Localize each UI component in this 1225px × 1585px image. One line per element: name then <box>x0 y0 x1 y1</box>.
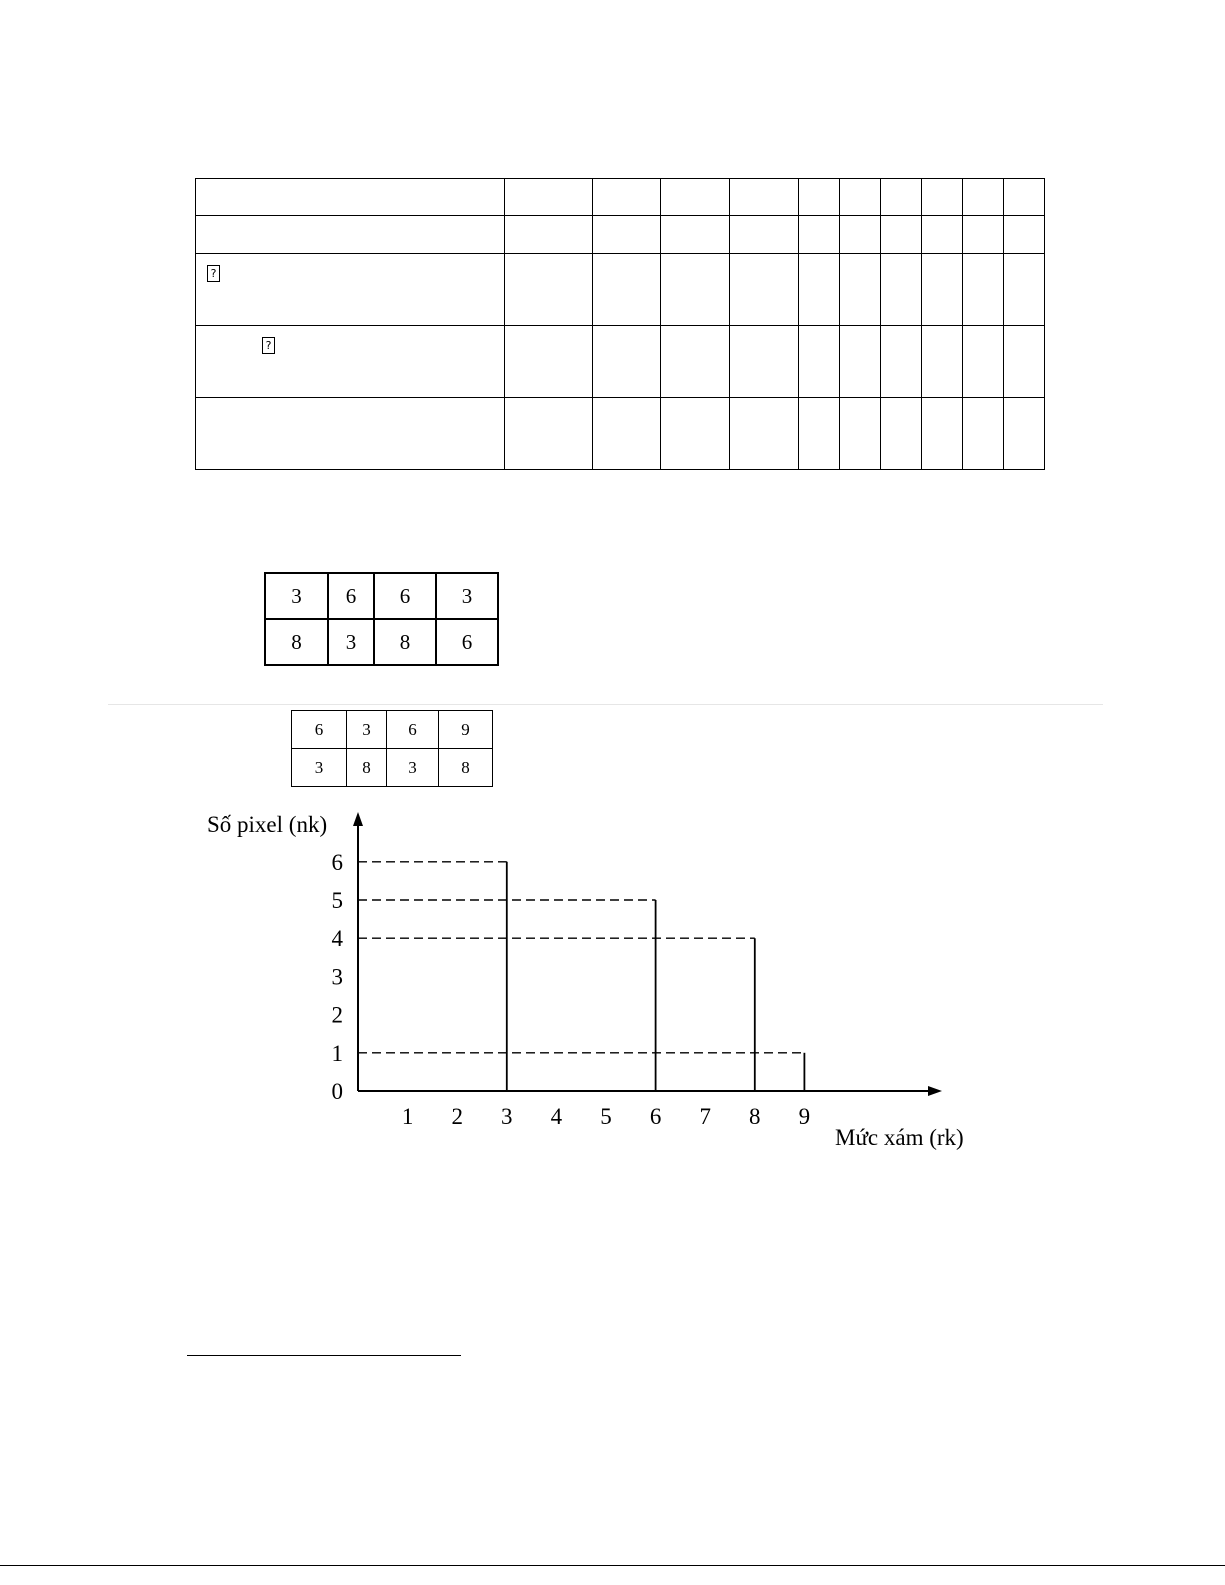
missing-glyph-icon: ? <box>207 265 220 282</box>
y-tick-label: 6 <box>331 849 343 875</box>
matrix-cell: 8 <box>265 619 328 665</box>
x-tick-label: 4 <box>550 1104 563 1129</box>
y-tick-label: 5 <box>331 888 343 913</box>
matrix-cell: 6 <box>387 711 439 749</box>
matrix-cell: 3 <box>436 573 498 619</box>
matrix-cell: 3 <box>265 573 328 619</box>
missing-glyph-icon: ? <box>262 337 275 354</box>
y-axis-arrow-icon <box>353 812 363 826</box>
y-tick-label: 0 <box>331 1079 343 1104</box>
matrix-cell: 9 <box>439 711 493 749</box>
x-axis-arrow-icon <box>928 1086 942 1096</box>
x-tick-label: 1 <box>401 1104 414 1129</box>
y-tick-label: 2 <box>331 1002 343 1028</box>
x-tick-label: 9 <box>798 1104 811 1129</box>
x-tick-label: 2 <box>451 1104 463 1129</box>
matrix-cell: 3 <box>387 749 439 787</box>
y-tick-label: 1 <box>331 1040 343 1066</box>
y-tick-label: 3 <box>331 964 343 990</box>
x-tick-label: 3 <box>501 1104 513 1129</box>
x-tick-label: 7 <box>699 1104 711 1129</box>
footnote-separator <box>187 1355 461 1356</box>
y-axis-title: Số pixel (nk) <box>207 812 328 837</box>
x-tick-label: 5 <box>600 1104 612 1129</box>
matrix-cell: 3 <box>347 711 387 749</box>
matrix-cell: 6 <box>374 573 436 619</box>
x-axis-title: Mức xám (rk) <box>835 1125 964 1150</box>
matrix-cell: 3 <box>292 749 347 787</box>
matrix-cell: 6 <box>328 573 374 619</box>
x-tick-label: 8 <box>749 1104 761 1129</box>
matrix-cell: 8 <box>374 619 436 665</box>
matrix-cell: 6 <box>436 619 498 665</box>
matrix-cell: 6 <box>292 711 347 749</box>
x-tick-label: 6 <box>649 1104 662 1129</box>
page-bottom-rule <box>0 1565 1225 1566</box>
matrix-cell: 3 <box>328 619 374 665</box>
matrix-cell: 8 <box>347 749 387 787</box>
y-tick-label: 4 <box>331 926 343 952</box>
matrix-cell: 8 <box>439 749 493 787</box>
